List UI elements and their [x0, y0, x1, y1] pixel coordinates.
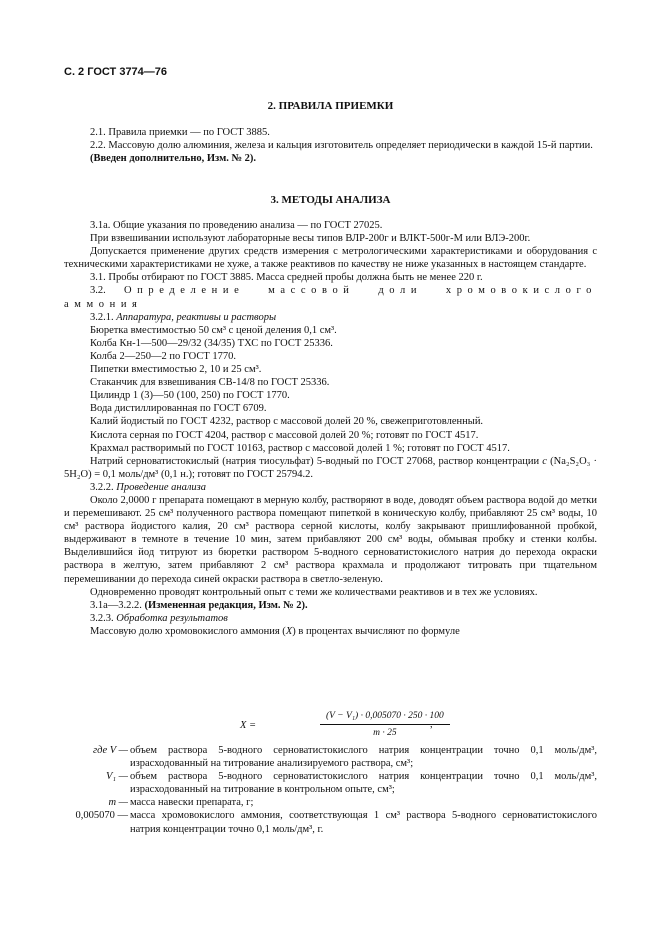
list-item: Вода дистиллированная по ГОСТ 6709. — [90, 403, 267, 415]
clause-3-2-2 — [64, 481, 597, 494]
list-item: Пипетки вместимостью 2, 10 и 25 см³. — [90, 364, 262, 376]
amendment-note-2: 3.1а—3.2.2. (Измененная редакция, Изм. № 2). — [90, 599, 308, 611]
clause-3-2-number: 3.2. — [90, 285, 106, 297]
variable-definitions — [40, 744, 597, 836]
formula-comma: , — [430, 719, 433, 730]
clause-3-2-3 — [64, 612, 597, 625]
definition-text: масса навески препарата, г; — [130, 797, 254, 809]
definition-symbol: 0,005070 — — [75, 810, 128, 822]
list-item: Крахмал растворимый по ГОСТ 10163, раствор с массовой долей 1 %; готовят по ГОСТ 4517. — [90, 442, 510, 454]
clause-3-2-1-number: 3.2.1. — [90, 311, 114, 323]
section-2-title: 2. ПРАВИЛА ПРИЕМКИ — [267, 100, 394, 112]
section-2-body — [64, 126, 597, 165]
definition-text: объем раствора 5-водного серноватистокислого натрия концентрации точно 0,1 моль/дм³, израсходованный на титрование в контрольном опыте, см³; — [130, 771, 597, 796]
amendment-note: (Введен дополнительно, Изм. № 2). — [90, 153, 257, 165]
list-item: Колба 2—250—2 по ГОСТ 1770. — [90, 350, 237, 362]
formula-intro: Массовую долю хромовокислого аммония (X) в процентах вычисляют по формуле — [90, 625, 460, 637]
list-item: Цилиндр 1 (3)—50 (100, 250) по ГОСТ 1770. — [90, 390, 290, 402]
clause-3-2-2-number: 3.2.2. — [90, 481, 114, 493]
list-item: Бюретка вместимостью 50 см³ с ценой деления 0,1 см³. — [90, 324, 337, 336]
definition-symbol: V₁ — — [105, 771, 128, 783]
formula-lhs: X = — [240, 720, 257, 731]
weighing-paragraph: При взвешивании используют лабораторные весы типов ВЛР-200г и ВЛКТ-500г-М или ВЛЭ-200г. — [90, 233, 531, 245]
list-item: Стаканчик для взвешивания СВ-14/8 по ГОСТ 25336. — [90, 377, 330, 389]
definition-row — [40, 770, 597, 796]
page-header: С. 2 ГОСТ 3774—76 — [64, 66, 168, 78]
formula-denominator: m · 25 — [373, 728, 397, 739]
clause-3-1a: 3.1а. Общие указания по проведению анализа — по ГОСТ 27025. — [90, 220, 383, 231]
list-item: Калий йодистый по ГОСТ 4232, раствор с массовой долей 20 %, свежеприготовленный. — [90, 416, 484, 428]
list-item: Колба Кн-1—500—29/32 (34/35) ТХС по ГОСТ 25336. — [90, 337, 333, 349]
clause-3-2-title: Определение массовой доли хромовокислого аммония — [64, 285, 597, 310]
definition-row — [40, 809, 597, 835]
clause-3-2-1-title: Аппаратура, реактивы и растворы — [116, 311, 277, 323]
definition-symbol: m — — [108, 797, 128, 809]
definition-text: масса хромовокислого аммония, соответствующая 1 см³ раствора 5-водного серноватистокислого натрия концентрации точно 0,1 моль/дм³, г. — [130, 810, 597, 835]
definition-text: объем раствора 5-водного серноватистокислого натрия концентрации точно 0,1 моль/дм³, израсходованный на титрование анализируемого раствора, см³; — [130, 745, 597, 770]
control-experiment-paragraph: Одновременно проводят контрольный опыт с теми же количествами реактивов и в тех же условиях. — [90, 586, 538, 598]
definition-row — [40, 796, 597, 809]
formula-numerator: (V − V₁) · 0,005070 · 250 · 100 — [320, 710, 450, 725]
allowed-equipment-paragraph: Допускается применение других средств измерения с метрологическими характеристиками и оборудования с техническими характеристиками не хуже, а также реактивов по качеству не ниже указанных в настоящем стандарте. — [64, 246, 597, 271]
clause-2-1: 2.1. Правила приемки — по ГОСТ 3885. — [90, 127, 270, 138]
clause-3-2-2-title: Проведение анализа — [116, 481, 207, 493]
clause-2-2: 2.2. Массовую долю алюминия, железа и кальция изготовитель определяет периодически в каждой 15-й партии. — [90, 140, 593, 152]
list-item: Кислота серная по ГОСТ 4204, раствор с массовой долей 20 %; готовят по ГОСТ 4517. — [90, 429, 479, 441]
clause-3-2-3-title: Обработка результатов — [116, 612, 228, 624]
clause-3-2-3-number: 3.2.3. — [90, 612, 114, 624]
clause-3-1: 3.1. Пробы отбирают по ГОСТ 3885. Масса средней пробы должна быть не менее 220 г. — [90, 272, 483, 284]
section-3-body — [64, 219, 597, 638]
definition-row — [40, 744, 597, 770]
list-item-thiosulfate: Натрий серноватистокислый (натрия тиосульфат) 5-водный по ГОСТ 27068, раствор концентрации c (Na₂S₂O₃ · 5H₂O) = 0,1 моль/дм³ (0,1 н.); готовят по ГОСТ 25794.2. — [64, 455, 598, 480]
formula — [64, 704, 597, 744]
clause-3-2 — [64, 284, 597, 310]
clause-3-2-1 — [64, 311, 597, 324]
procedure-paragraph: Около 2,0000 г препарата помещают в мерную колбу, растворяют в воде, доводят объем раствора водой до метки и перемешивают. 25 см³ полученного раствора помещают пипеткой в коническую колбу, прибавляют 25 см³ воды, 10 см³ раствора йодистого калия, 20 см³ раствора серной кислоты, колбу закрывают пришлифованной пробкой, выдерживают в темноте в течение 10 мин, затем прибавляют 200 см³ воды, обмывая пробку и стенки колбы. Выделившийся йод титруют из бюретки раствором 5-водного серноватистокислого натрия до перехода окраски раствора в желтую, затем прибавляют 2 см³ раствора крахмала и продолжают титровать при тщательном перемешивании до перехода синей окраски раствора в светло-зеленую. — [64, 494, 597, 585]
definition-symbol: где V — — [92, 745, 128, 756]
section-3-title: 3. МЕТОДЫ АНАЛИЗА — [270, 194, 391, 206]
